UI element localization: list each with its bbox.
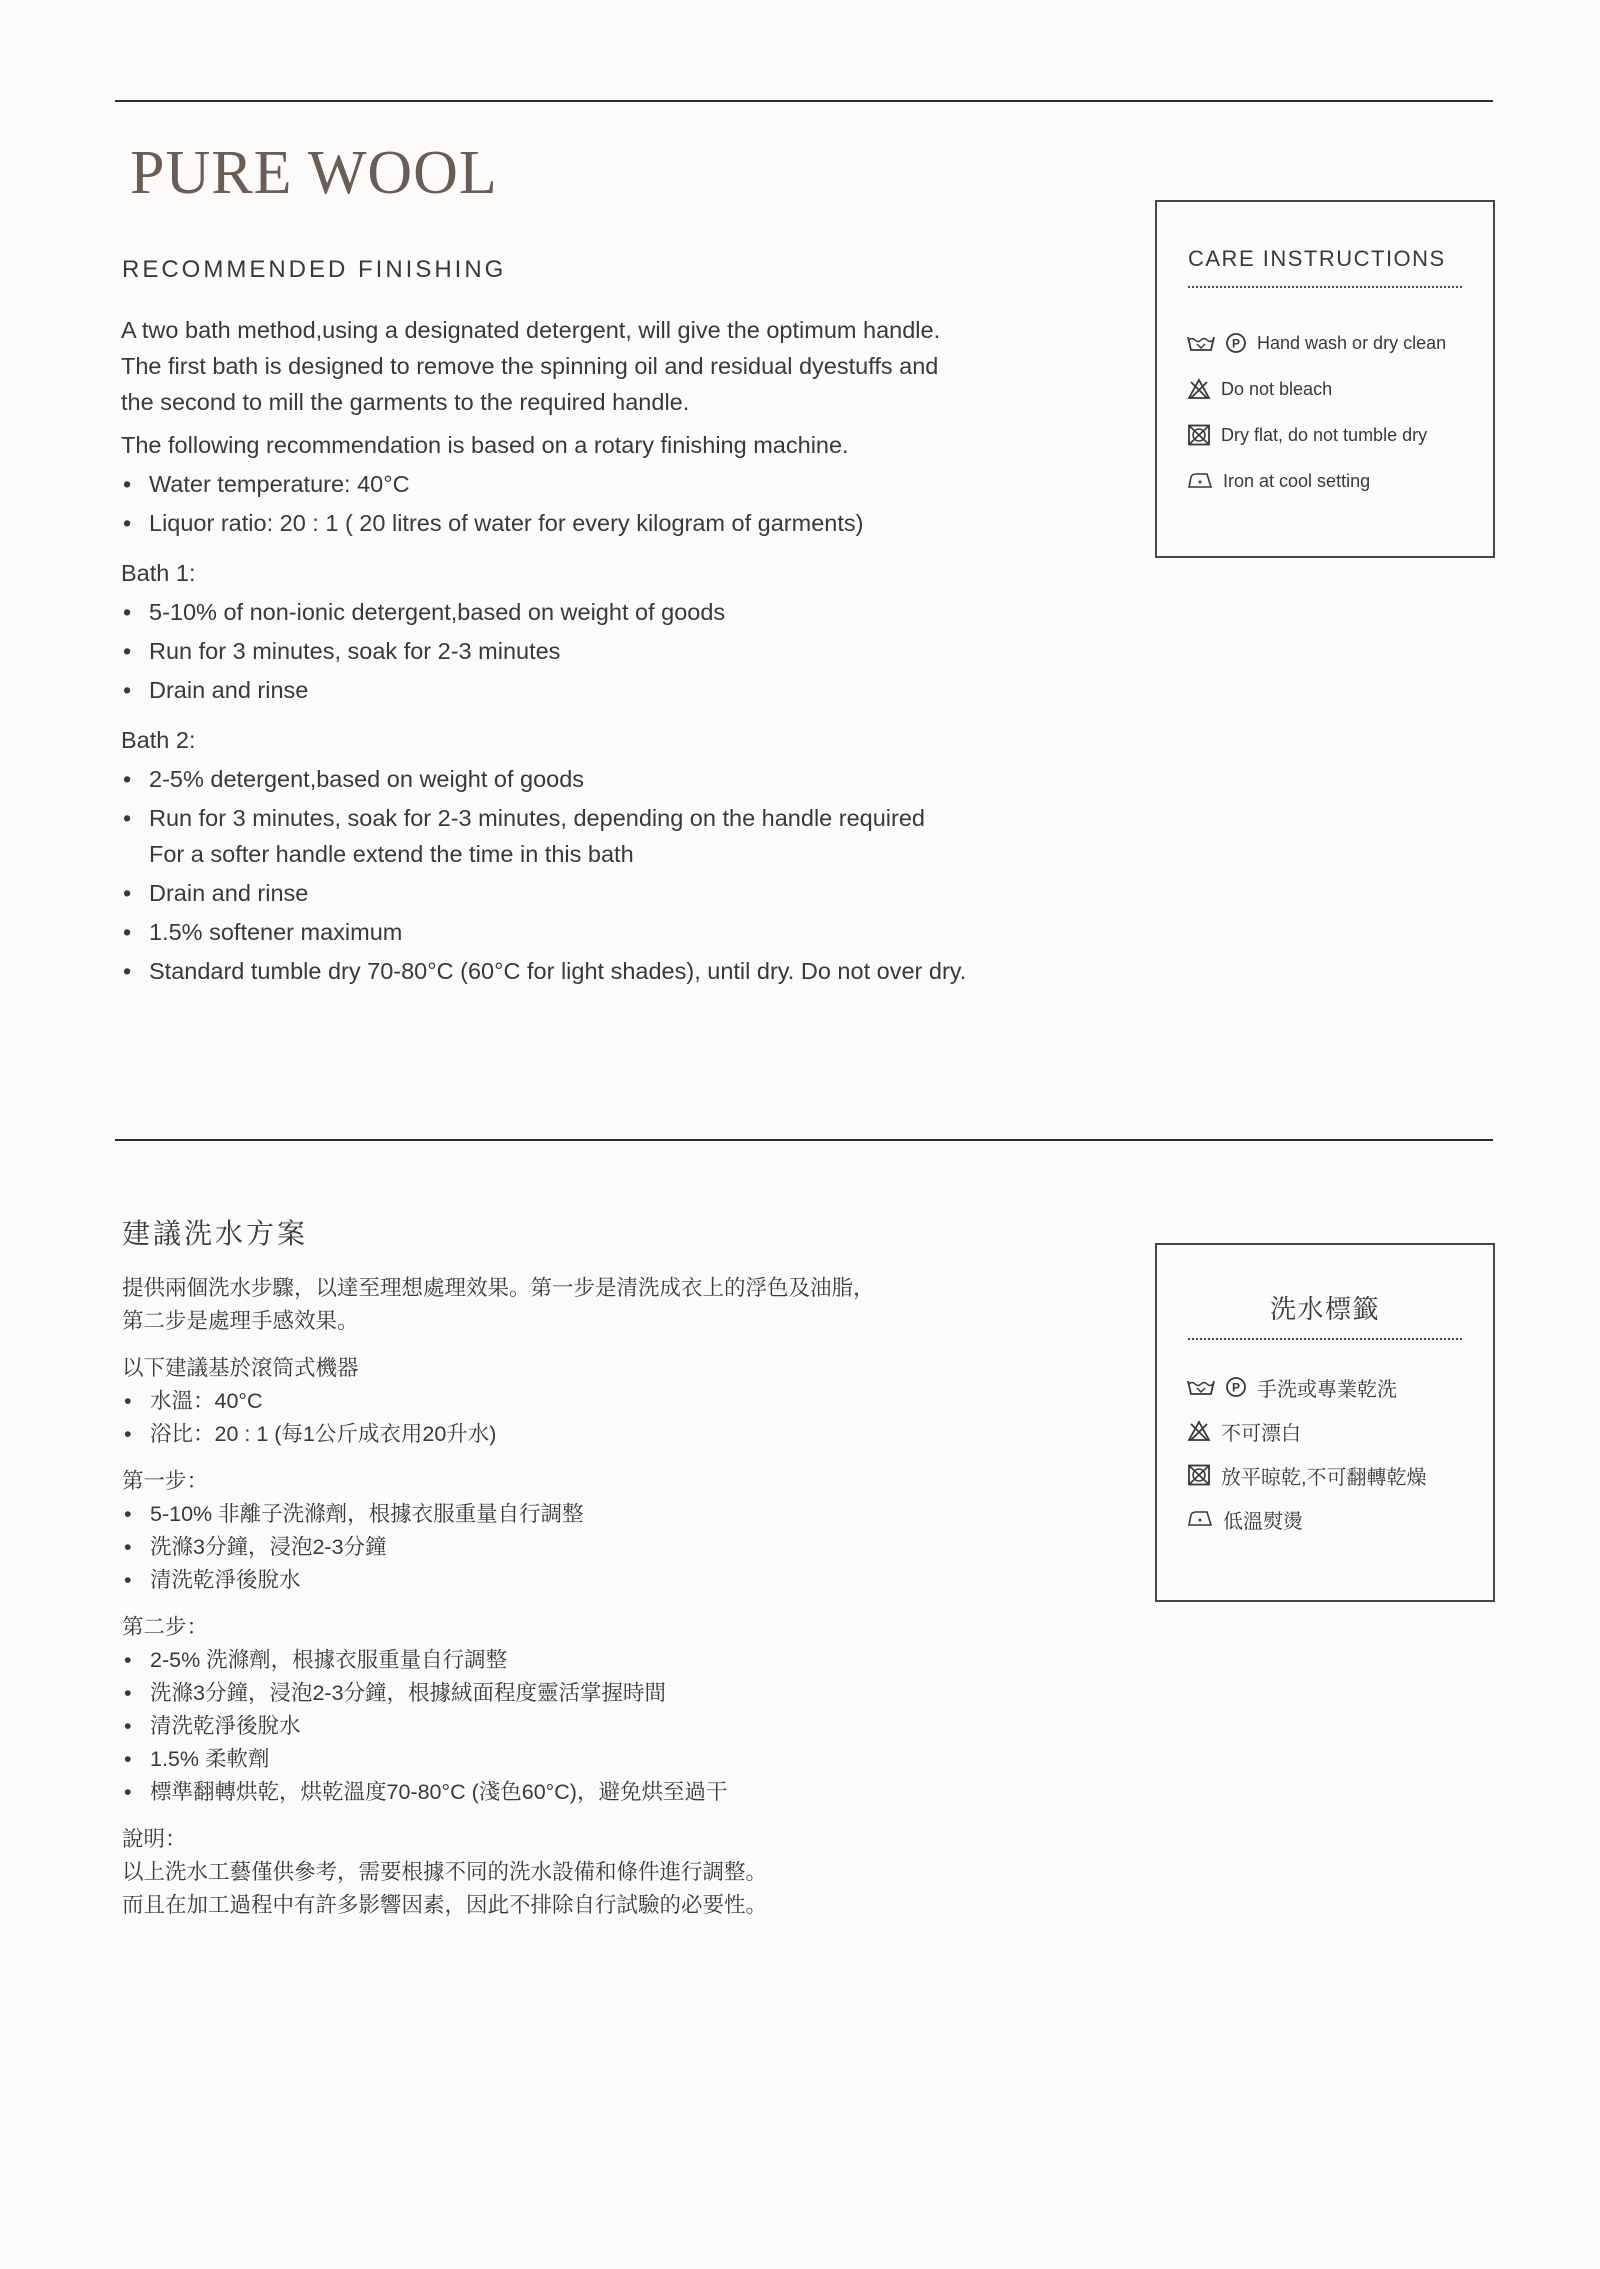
care-item-iron [1187, 1497, 1483, 1541]
intro-line: the second to mill the garments to the required handle. [121, 389, 690, 415]
iron-low-icon [1187, 1509, 1213, 1529]
note-line: 以上洗水工藝僅供參考，需要根據不同的洗水設備和條件進行調整。 [122, 1860, 768, 1884]
machine-note: The following recommendation is based on a rotary finishing machine. [121, 432, 849, 458]
care-label: 低溫熨燙 [1223, 1510, 1303, 1533]
intro-line: The first bath is designed to remove the spinning oil and residual dyestuffs and [121, 353, 939, 379]
care-instructions-box [1155, 200, 1495, 558]
list-item: • 5-10% of non-ionic detergent,based on weight of goods [121, 594, 1121, 630]
care-label: Iron at cool setting [1223, 470, 1371, 491]
section-divider [115, 1139, 1493, 1141]
care-label: Do not bleach [1221, 378, 1333, 399]
list-item: • Liquor ratio: 20 : 1 ( 20 litres of water for every kilogram of garments) [121, 505, 1121, 541]
chinese-instructions [122, 1272, 1122, 1922]
machine-note: 以下建議基於滾筒式機器 [122, 1356, 359, 1380]
list-item: • 水溫：40°C [122, 1385, 1122, 1418]
care-item-handwash [1187, 320, 1483, 366]
list-item [121, 800, 1121, 872]
list-item-text: Run for 3 minutes, soak for 2-3 minutes, depending on the handle required [149, 805, 925, 831]
list-item: • 清洗乾淨後脫水 [122, 1564, 1122, 1597]
svg-text:P: P [1231, 1380, 1241, 1395]
care-list [1187, 1365, 1483, 1541]
care-title: 洗水標籤 [1188, 1289, 1462, 1340]
zh-heading: 建議洗水方案 [122, 1218, 309, 1249]
care-item-handwash [1187, 1365, 1483, 1409]
care-label: Hand wash or dry clean [1257, 332, 1447, 353]
document-title: PURE WOOL [130, 139, 498, 207]
step1-list [122, 1498, 1122, 1597]
intro-line: 提供兩個洗水步驟，以達至理想處理效果。第一步是清洗成衣上的浮色及油脂， [122, 1276, 875, 1300]
list-item: • Standard tumble dry 70-80°C (60°C for light shades), until dry. Do not over dry. [121, 953, 1121, 989]
bath2-title: Bath 2: [121, 727, 196, 753]
no-bleach-icon [1187, 1420, 1211, 1442]
care-item-dry [1187, 1453, 1483, 1497]
general-list [121, 466, 1121, 541]
dry-clean-p-icon [1225, 1376, 1247, 1398]
handwash-icon [1187, 332, 1215, 354]
list-item: • 洗滌3分鐘，浸泡2-3分鐘 [122, 1531, 1122, 1564]
dry-clean-p-icon [1225, 332, 1247, 354]
recommended-finishing-heading: RECOMMENDED FINISHING [122, 256, 507, 283]
intro-line: A two bath method,using a designated detergent, will give the optimum handle. [121, 317, 941, 343]
care-item-dry [1187, 412, 1483, 458]
care-label: Dry flat, do not tumble dry [1221, 424, 1428, 445]
list-item: • Water temperature: 40°C [121, 466, 1121, 502]
list-item: • 浴比：20 : 1 (每1公斤成衣用20升水) [122, 1418, 1122, 1451]
list-item: • 2-5% 洗滌劑，根據衣服重量自行調整 [122, 1644, 1122, 1677]
list-item: • 1.5% softener maximum [121, 914, 1121, 950]
top-divider [115, 100, 1493, 102]
care-title: CARE INSTRUCTIONS [1188, 246, 1462, 288]
care-item-bleach [1187, 1409, 1483, 1453]
svg-text:P: P [1231, 336, 1241, 351]
intro-line: 第二步是處理手感效果。 [122, 1309, 359, 1333]
list-item: • 1.5% 柔軟劑 [122, 1743, 1122, 1776]
list-item: • Drain and rinse [121, 672, 1121, 708]
no-tumble-dry-icon [1187, 1464, 1211, 1486]
list-item: • 清洗乾淨後脫水 [122, 1710, 1122, 1743]
list-item-continuation: For a softer handle extend the time in this bath [149, 841, 634, 867]
list-item: • 洗滌3分鐘，浸泡2-3分鐘，根據絨面程度靈活掌握時間 [122, 1677, 1122, 1710]
handwash-icon [1187, 1376, 1215, 1398]
no-tumble-dry-icon [1187, 424, 1211, 446]
step2-title: 第二步： [122, 1615, 209, 1639]
general-list [122, 1385, 1122, 1451]
care-label: 不可漂白 [1221, 1422, 1301, 1445]
note-title: 說明： [122, 1827, 187, 1851]
care-item-iron [1187, 458, 1483, 504]
care-label: 手洗或專業乾洗 [1257, 1378, 1397, 1401]
list-item: • Run for 3 minutes, soak for 2-3 minutes [121, 633, 1121, 669]
care-item-bleach [1187, 366, 1483, 412]
bath1-title: Bath 1: [121, 560, 196, 586]
list-item: • 2-5% detergent,based on weight of goods [121, 761, 1121, 797]
care-list [1187, 320, 1483, 504]
no-bleach-icon [1187, 378, 1211, 400]
list-item: • 標準翻轉烘乾，烘乾溫度70-80°C (淺色60°C)，避免烘至過干 [122, 1776, 1122, 1809]
bath2-list [121, 761, 1121, 989]
step2-list [122, 1644, 1122, 1809]
english-instructions [121, 312, 1121, 992]
list-item: • Drain and rinse [121, 875, 1121, 911]
list-item: • 5-10% 非離子洗滌劑，根據衣服重量自行調整 [122, 1498, 1122, 1531]
zh-care-instructions-box [1155, 1243, 1495, 1602]
bath1-list [121, 594, 1121, 708]
iron-low-icon [1187, 471, 1213, 491]
care-label: 放平晾乾,不可翻轉乾燥 [1221, 1466, 1427, 1489]
note-line: 而且在加工過程中有許多影響因素，因此不排除自行試驗的必要性。 [122, 1893, 768, 1917]
step1-title: 第一步： [122, 1469, 209, 1493]
